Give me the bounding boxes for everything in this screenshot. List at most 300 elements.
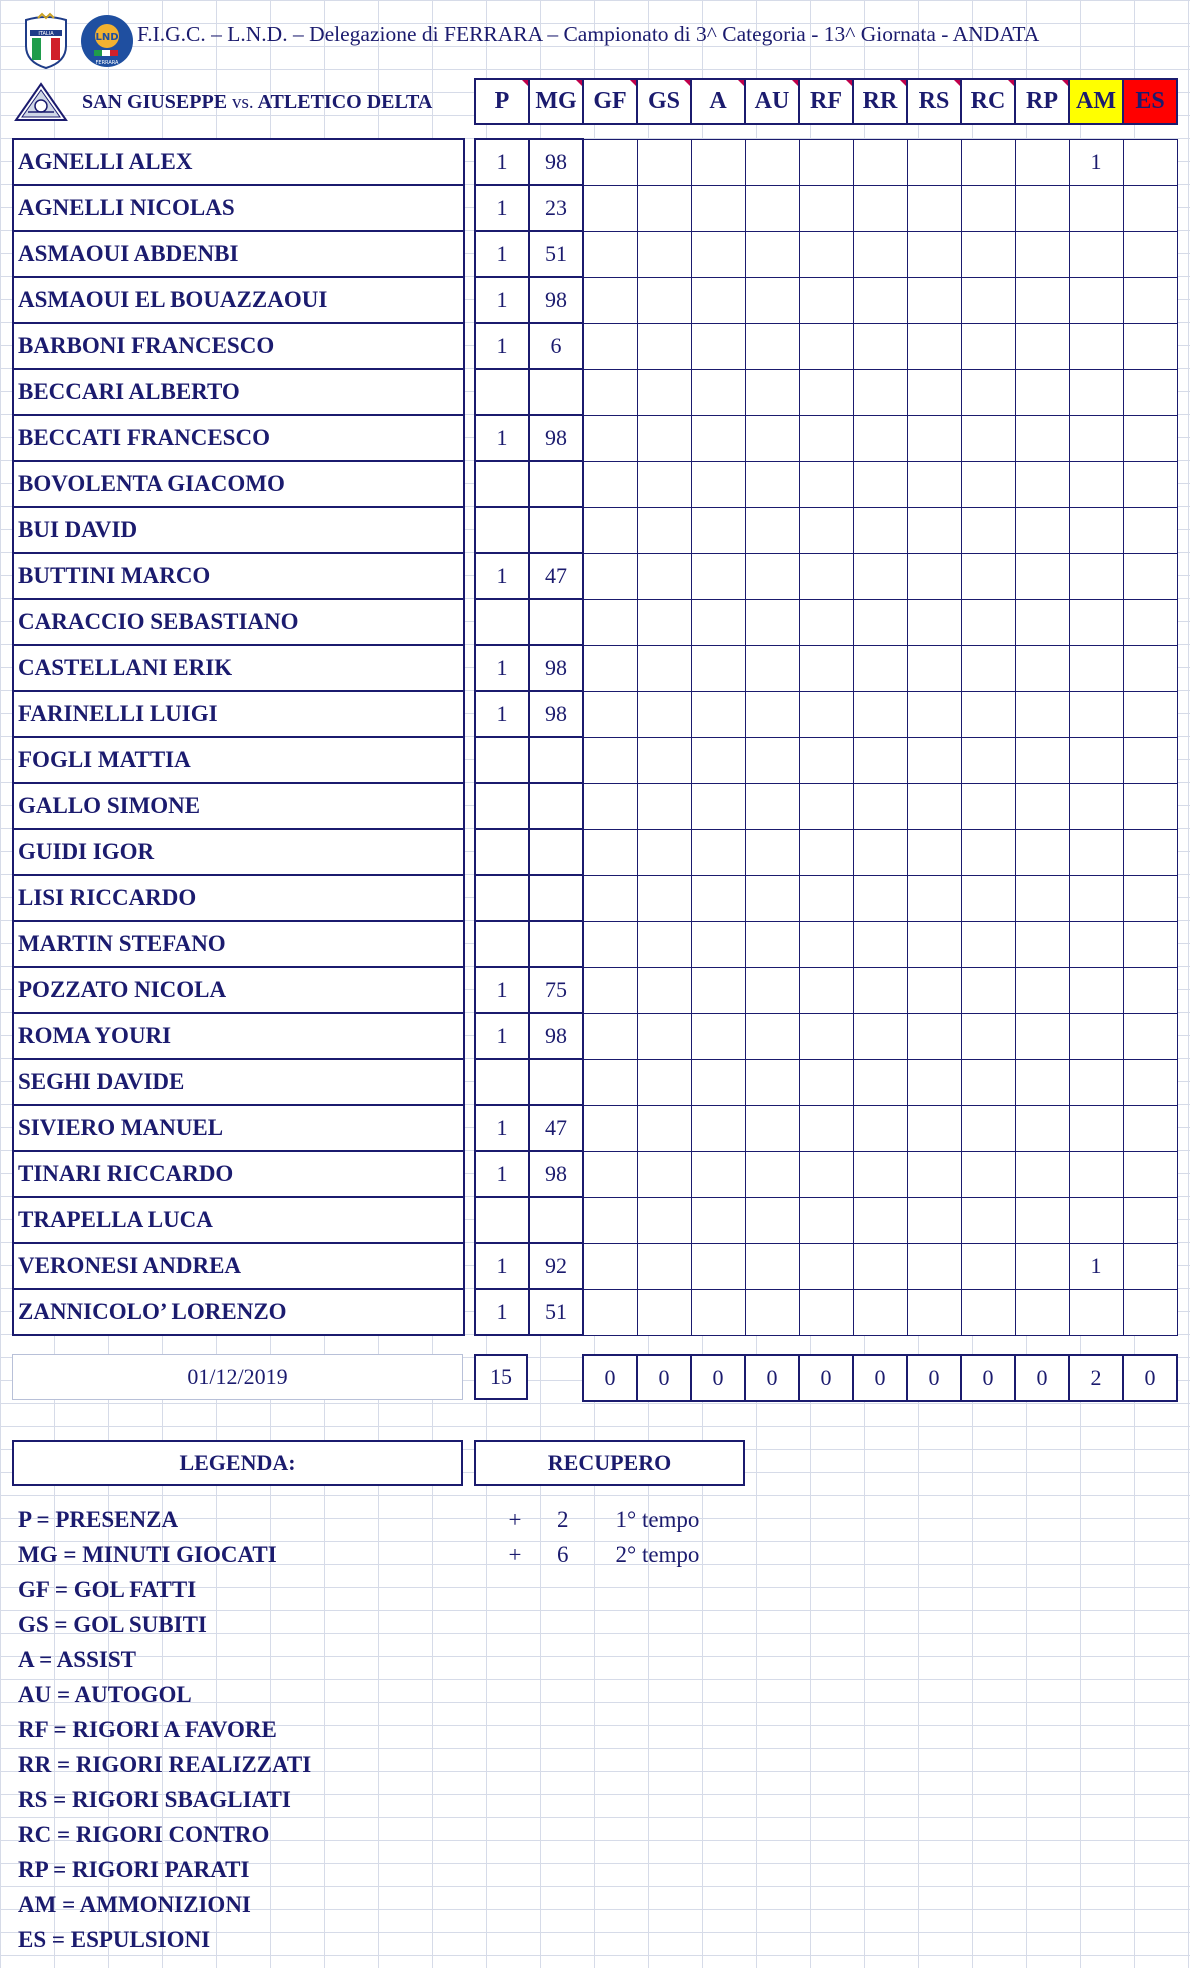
stat-cell-gf bbox=[583, 921, 637, 967]
table-row bbox=[13, 139, 464, 185]
stat-cell-gs bbox=[637, 875, 691, 921]
stat-cell-p bbox=[475, 369, 529, 415]
stat-cell-a bbox=[691, 1289, 745, 1335]
stat-cell-au bbox=[745, 553, 799, 599]
stat-cell-rf bbox=[799, 1105, 853, 1151]
stat-cell-rp bbox=[1015, 185, 1069, 231]
table-row bbox=[13, 875, 464, 921]
stats-row bbox=[475, 461, 1177, 507]
stat-cell-gs bbox=[637, 1197, 691, 1243]
stat-cell-gf bbox=[583, 691, 637, 737]
stats-row bbox=[475, 645, 1177, 691]
legend-item: AU = AUTOGOL bbox=[18, 1682, 192, 1707]
stat-cell-au bbox=[745, 1243, 799, 1289]
stat-cell-es bbox=[1123, 921, 1177, 967]
total-es: 0 bbox=[1123, 1355, 1177, 1401]
stat-cell-mg bbox=[529, 1059, 583, 1105]
match-date: 01/12/2019 bbox=[12, 1354, 463, 1400]
stat-cell-gs bbox=[637, 921, 691, 967]
stat-cell-a bbox=[691, 1059, 745, 1105]
player-name: GUIDI IGOR bbox=[13, 829, 464, 875]
stats-row bbox=[475, 1289, 1177, 1335]
stat-cell-a bbox=[691, 1243, 745, 1289]
stat-cell-a bbox=[691, 231, 745, 277]
stat-cell-rr bbox=[853, 323, 907, 369]
stat-cell-a bbox=[691, 1151, 745, 1197]
stat-cell-p bbox=[475, 921, 529, 967]
stat-cell-rs bbox=[907, 1105, 961, 1151]
home-team: SAN GIUSEPPE bbox=[82, 91, 228, 113]
stat-cell-rr bbox=[853, 1289, 907, 1335]
svg-text:FERRARA: FERRARA bbox=[95, 60, 119, 66]
stat-cell-au bbox=[745, 1197, 799, 1243]
stats-row bbox=[475, 415, 1177, 461]
stat-cell-a bbox=[691, 553, 745, 599]
stat-cell-gs bbox=[637, 369, 691, 415]
stat-cell-gf bbox=[583, 231, 637, 277]
table-row bbox=[13, 1013, 464, 1059]
stat-cell-rp bbox=[1015, 645, 1069, 691]
table-row bbox=[13, 323, 464, 369]
total-presences: 15 bbox=[474, 1354, 528, 1400]
total-a: 0 bbox=[691, 1355, 745, 1401]
totals-row bbox=[582, 1354, 1178, 1402]
stat-cell-rp bbox=[1015, 553, 1069, 599]
stat-cell-gf bbox=[583, 829, 637, 875]
stat-cell-au bbox=[745, 1105, 799, 1151]
stat-cell-rp bbox=[1015, 415, 1069, 461]
recupero-row bbox=[500, 1537, 726, 1572]
stat-cell-am bbox=[1069, 783, 1123, 829]
column-header-rp: RP bbox=[1015, 79, 1069, 124]
stat-cell-rp bbox=[1015, 829, 1069, 875]
stat-cell-au bbox=[745, 921, 799, 967]
stat-cell-mg: 51 bbox=[529, 1289, 583, 1335]
total-rf: 0 bbox=[799, 1355, 853, 1401]
stat-cell-am bbox=[1069, 829, 1123, 875]
player-name: AGNELLI NICOLAS bbox=[13, 185, 464, 231]
stat-cell-rf bbox=[799, 1197, 853, 1243]
stat-cell-rp bbox=[1015, 461, 1069, 507]
total-rr: 0 bbox=[853, 1355, 907, 1401]
stats-grid bbox=[474, 138, 1178, 1336]
stats-row bbox=[475, 1105, 1177, 1151]
stat-cell-p: 1 bbox=[475, 967, 529, 1013]
stat-cell-gs bbox=[637, 691, 691, 737]
stat-cell-rp bbox=[1015, 231, 1069, 277]
stat-cell-rs bbox=[907, 691, 961, 737]
stat-cell-rf bbox=[799, 139, 853, 185]
stat-cell-gs bbox=[637, 829, 691, 875]
stats-row bbox=[475, 1013, 1177, 1059]
stats-row bbox=[475, 139, 1177, 185]
stats-row bbox=[475, 507, 1177, 553]
stat-cell-rr bbox=[853, 415, 907, 461]
stat-cell-rp bbox=[1015, 737, 1069, 783]
stat-cell-es bbox=[1123, 139, 1177, 185]
stat-cell-mg: 6 bbox=[529, 323, 583, 369]
column-header-gf: GF bbox=[583, 79, 637, 124]
stat-cell-gf bbox=[583, 783, 637, 829]
stat-cell-rc bbox=[961, 1151, 1015, 1197]
stat-cell-p: 1 bbox=[475, 415, 529, 461]
stat-cell-gf bbox=[583, 875, 637, 921]
stat-cell-rp bbox=[1015, 921, 1069, 967]
table-row bbox=[13, 829, 464, 875]
stat-cell-gf bbox=[583, 1197, 637, 1243]
figc-shield-logo bbox=[22, 12, 70, 70]
stat-cell-rp bbox=[1015, 323, 1069, 369]
stats-row bbox=[475, 875, 1177, 921]
stat-cell-rs bbox=[907, 599, 961, 645]
stat-cell-es bbox=[1123, 599, 1177, 645]
stat-cell-am bbox=[1069, 921, 1123, 967]
stat-cell-rc bbox=[961, 1289, 1015, 1335]
stat-cell-rp bbox=[1015, 369, 1069, 415]
stat-cell-rc bbox=[961, 783, 1015, 829]
stat-cell-rs bbox=[907, 1243, 961, 1289]
stat-cell-rr bbox=[853, 1151, 907, 1197]
table-row bbox=[13, 1105, 464, 1151]
stat-cell-am bbox=[1069, 1105, 1123, 1151]
table-row bbox=[13, 1197, 464, 1243]
stat-cell-rc bbox=[961, 231, 1015, 277]
table-row bbox=[13, 645, 464, 691]
stat-cell-rr bbox=[853, 553, 907, 599]
legend-item: RP = RIGORI PARATI bbox=[18, 1857, 250, 1882]
stat-cell-rr bbox=[853, 737, 907, 783]
stat-cell-gs bbox=[637, 737, 691, 783]
vs-label: vs. bbox=[232, 92, 254, 113]
stat-cell-au bbox=[745, 139, 799, 185]
stat-cell-p bbox=[475, 737, 529, 783]
stat-cell-mg: 47 bbox=[529, 1105, 583, 1151]
total-au: 0 bbox=[745, 1355, 799, 1401]
stat-cell-gf bbox=[583, 1105, 637, 1151]
table-row bbox=[13, 277, 464, 323]
stat-cell-es bbox=[1123, 553, 1177, 599]
stat-cell-rf bbox=[799, 967, 853, 1013]
stat-cell-es bbox=[1123, 829, 1177, 875]
stats-row bbox=[475, 323, 1177, 369]
stat-cell-rf bbox=[799, 691, 853, 737]
table-row bbox=[13, 737, 464, 783]
away-team: ATLETICO DELTA bbox=[257, 91, 433, 113]
page-title: F.I.G.C. – L.N.D. – Delegazione di FERRARA – Campionato di 3^ Categoria - 13^ Giornata - ANDATA bbox=[137, 22, 1040, 46]
stat-cell-rr bbox=[853, 691, 907, 737]
stat-cell-rs bbox=[907, 415, 961, 461]
stat-cell-gs bbox=[637, 1059, 691, 1105]
stat-cell-mg bbox=[529, 369, 583, 415]
stat-cell-rf bbox=[799, 507, 853, 553]
stat-cell-es bbox=[1123, 1059, 1177, 1105]
stat-cell-a bbox=[691, 369, 745, 415]
stat-cell-am bbox=[1069, 507, 1123, 553]
stat-cell-rf bbox=[799, 1243, 853, 1289]
player-name: LISI RICCARDO bbox=[13, 875, 464, 921]
player-name: CASTELLANI ERIK bbox=[13, 645, 464, 691]
stat-cell-rp bbox=[1015, 783, 1069, 829]
recupero-label: 1° tempo bbox=[615, 1507, 700, 1532]
stat-cell-rr bbox=[853, 645, 907, 691]
stat-cell-a bbox=[691, 1013, 745, 1059]
stat-cell-gs bbox=[637, 1289, 691, 1335]
stat-cell-gs bbox=[637, 1013, 691, 1059]
stat-cell-mg bbox=[529, 461, 583, 507]
stat-cell-rc bbox=[961, 921, 1015, 967]
stat-cell-gf bbox=[583, 507, 637, 553]
stat-cell-rc bbox=[961, 185, 1015, 231]
stat-cell-mg: 92 bbox=[529, 1243, 583, 1289]
stat-cell-a bbox=[691, 691, 745, 737]
stats-row bbox=[475, 185, 1177, 231]
player-name: SIVIERO MANUEL bbox=[13, 1105, 464, 1151]
stat-cell-rc bbox=[961, 139, 1015, 185]
stat-cell-rp bbox=[1015, 1105, 1069, 1151]
legend-item: GF = GOL FATTI bbox=[18, 1577, 197, 1602]
stat-cell-rc bbox=[961, 369, 1015, 415]
column-header-rf: RF bbox=[799, 79, 853, 124]
column-header-es: ES bbox=[1123, 79, 1177, 124]
stat-cell-gf bbox=[583, 967, 637, 1013]
stat-cell-rf bbox=[799, 369, 853, 415]
stats-row bbox=[475, 829, 1177, 875]
table-row bbox=[13, 1151, 464, 1197]
stat-cell-rs bbox=[907, 875, 961, 921]
stat-cell-rf bbox=[799, 553, 853, 599]
recupero-row bbox=[500, 1502, 726, 1537]
stat-cell-gf bbox=[583, 1289, 637, 1335]
stat-cell-mg: 98 bbox=[529, 139, 583, 185]
stat-cell-es bbox=[1123, 1151, 1177, 1197]
stat-cell-es bbox=[1123, 185, 1177, 231]
stat-cell-am bbox=[1069, 1013, 1123, 1059]
stat-cell-am bbox=[1069, 277, 1123, 323]
stat-cell-au bbox=[745, 599, 799, 645]
total-rc: 0 bbox=[961, 1355, 1015, 1401]
stat-cell-rr bbox=[853, 1197, 907, 1243]
column-header-gs: GS bbox=[637, 79, 691, 124]
stat-cell-p bbox=[475, 461, 529, 507]
player-name: ASMAOUI EL BOUAZZAOUI bbox=[13, 277, 464, 323]
stat-cell-p bbox=[475, 875, 529, 921]
stats-row bbox=[475, 691, 1177, 737]
stat-cell-gf bbox=[583, 1243, 637, 1289]
player-name: BUTTINI MARCO bbox=[13, 553, 464, 599]
player-name: BARBONI FRANCESCO bbox=[13, 323, 464, 369]
stat-cell-gf bbox=[583, 185, 637, 231]
column-header-p: P bbox=[475, 79, 529, 124]
stat-cell-a bbox=[691, 1105, 745, 1151]
stat-cell-rs bbox=[907, 737, 961, 783]
stat-cell-p: 1 bbox=[475, 277, 529, 323]
stat-cell-am bbox=[1069, 323, 1123, 369]
stat-cell-rc bbox=[961, 829, 1015, 875]
stat-cell-rr bbox=[853, 967, 907, 1013]
stat-cell-rp bbox=[1015, 1243, 1069, 1289]
stat-cell-rc bbox=[961, 507, 1015, 553]
legend-list bbox=[18, 1502, 311, 1957]
stat-cell-rs bbox=[907, 461, 961, 507]
stat-cell-rc bbox=[961, 461, 1015, 507]
table-row bbox=[13, 1289, 464, 1335]
total-rp: 0 bbox=[1015, 1355, 1069, 1401]
stat-cell-rr bbox=[853, 231, 907, 277]
stat-cell-gs bbox=[637, 277, 691, 323]
player-name: POZZATO NICOLA bbox=[13, 967, 464, 1013]
stat-cell-au bbox=[745, 875, 799, 921]
stat-cell-rf bbox=[799, 461, 853, 507]
stat-cell-rp bbox=[1015, 1013, 1069, 1059]
stat-cell-mg: 98 bbox=[529, 645, 583, 691]
stat-cell-au bbox=[745, 1013, 799, 1059]
stat-cell-rp bbox=[1015, 1059, 1069, 1105]
stat-cell-gf bbox=[583, 1151, 637, 1197]
table-row bbox=[13, 1059, 464, 1105]
stat-cell-rp bbox=[1015, 599, 1069, 645]
stat-cell-p bbox=[475, 1059, 529, 1105]
stat-cell-rf bbox=[799, 1151, 853, 1197]
player-name: TRAPELLA LUCA bbox=[13, 1197, 464, 1243]
stat-cell-rc bbox=[961, 1105, 1015, 1151]
stat-cell-gf bbox=[583, 277, 637, 323]
column-header-au: AU bbox=[745, 79, 799, 124]
stat-cell-gs bbox=[637, 415, 691, 461]
club-logo bbox=[14, 82, 68, 122]
stat-cell-gs bbox=[637, 139, 691, 185]
total-am: 2 bbox=[1069, 1355, 1123, 1401]
stats-row bbox=[475, 1151, 1177, 1197]
stat-cell-a bbox=[691, 139, 745, 185]
stat-cell-rs bbox=[907, 1289, 961, 1335]
stat-cell-p: 1 bbox=[475, 185, 529, 231]
stat-cell-rp bbox=[1015, 967, 1069, 1013]
table-row bbox=[13, 231, 464, 277]
stat-cell-es bbox=[1123, 645, 1177, 691]
stat-cell-rs bbox=[907, 507, 961, 553]
stat-cell-es bbox=[1123, 1289, 1177, 1335]
recupero-value: 2 bbox=[557, 1507, 569, 1532]
stat-cell-rc bbox=[961, 1197, 1015, 1243]
stat-cell-p bbox=[475, 783, 529, 829]
stat-cell-gf bbox=[583, 461, 637, 507]
stat-cell-au bbox=[745, 783, 799, 829]
player-name-list bbox=[12, 138, 465, 1336]
stat-cell-rc bbox=[961, 415, 1015, 461]
stat-cell-mg bbox=[529, 783, 583, 829]
stat-cell-es bbox=[1123, 1105, 1177, 1151]
table-row bbox=[13, 599, 464, 645]
recupero-sign: + bbox=[508, 1542, 522, 1567]
stat-cell-rs bbox=[907, 323, 961, 369]
total-rs: 0 bbox=[907, 1355, 961, 1401]
stat-cell-gf bbox=[583, 369, 637, 415]
stat-cell-rp bbox=[1015, 875, 1069, 921]
stat-cell-p: 1 bbox=[475, 691, 529, 737]
stat-cell-rr bbox=[853, 1059, 907, 1105]
stat-cell-au bbox=[745, 231, 799, 277]
stat-cell-rc bbox=[961, 1059, 1015, 1105]
player-name: BOVOLENTA GIACOMO bbox=[13, 461, 464, 507]
match-title bbox=[82, 91, 432, 114]
legend-item: ES = ESPULSIONI bbox=[18, 1927, 211, 1952]
stat-cell-a bbox=[691, 645, 745, 691]
stat-cell-mg bbox=[529, 829, 583, 875]
stat-cell-rs bbox=[907, 783, 961, 829]
stat-cell-p: 1 bbox=[475, 645, 529, 691]
stat-cell-a bbox=[691, 737, 745, 783]
column-header-mg: MG bbox=[529, 79, 583, 124]
stats-row bbox=[475, 783, 1177, 829]
stat-cell-gf bbox=[583, 1013, 637, 1059]
stat-cell-rs bbox=[907, 277, 961, 323]
player-name: CARACCIO SEBASTIANO bbox=[13, 599, 464, 645]
table-row bbox=[13, 553, 464, 599]
table-row bbox=[13, 967, 464, 1013]
stat-cell-es bbox=[1123, 507, 1177, 553]
stat-cell-au bbox=[745, 415, 799, 461]
stat-cell-es bbox=[1123, 1243, 1177, 1289]
stat-cell-rf bbox=[799, 323, 853, 369]
stat-cell-rp bbox=[1015, 691, 1069, 737]
stat-cell-p bbox=[475, 599, 529, 645]
stat-cell-gf bbox=[583, 737, 637, 783]
player-name: SEGHI DAVIDE bbox=[13, 1059, 464, 1105]
stat-cell-p: 1 bbox=[475, 1013, 529, 1059]
stat-cell-rs bbox=[907, 967, 961, 1013]
stat-cell-rf bbox=[799, 921, 853, 967]
stat-cell-gs bbox=[637, 599, 691, 645]
stat-cell-am bbox=[1069, 461, 1123, 507]
table-row bbox=[13, 369, 464, 415]
stat-cell-a bbox=[691, 1197, 745, 1243]
legend-item: RC = RIGORI CONTRO bbox=[18, 1822, 270, 1847]
stat-cell-au bbox=[745, 829, 799, 875]
legend-item: GS = GOL SUBITI bbox=[18, 1612, 207, 1637]
stats-row bbox=[475, 967, 1177, 1013]
stat-cell-rc bbox=[961, 323, 1015, 369]
stat-cell-au bbox=[745, 691, 799, 737]
stat-cell-rc bbox=[961, 599, 1015, 645]
stat-cell-rf bbox=[799, 875, 853, 921]
stat-cell-es bbox=[1123, 875, 1177, 921]
stat-cell-p: 1 bbox=[475, 553, 529, 599]
stat-cell-rf bbox=[799, 185, 853, 231]
stat-cell-rr bbox=[853, 369, 907, 415]
stat-cell-am bbox=[1069, 737, 1123, 783]
player-name: VERONESI ANDREA bbox=[13, 1243, 464, 1289]
stat-cell-gs bbox=[637, 323, 691, 369]
player-name: BECCATI FRANCESCO bbox=[13, 415, 464, 461]
column-header-rc: RC bbox=[961, 79, 1015, 124]
table-row bbox=[13, 783, 464, 829]
table-row bbox=[13, 691, 464, 737]
stat-cell-au bbox=[745, 323, 799, 369]
stat-cell-am bbox=[1069, 967, 1123, 1013]
stat-cell-es bbox=[1123, 691, 1177, 737]
stat-cell-am bbox=[1069, 369, 1123, 415]
stat-cell-es bbox=[1123, 415, 1177, 461]
stat-cell-a bbox=[691, 829, 745, 875]
stat-cell-au bbox=[745, 185, 799, 231]
stat-cell-p bbox=[475, 1197, 529, 1243]
stat-cell-am bbox=[1069, 1197, 1123, 1243]
stat-cell-rc bbox=[961, 875, 1015, 921]
stat-cell-rp bbox=[1015, 277, 1069, 323]
stat-cell-am bbox=[1069, 553, 1123, 599]
player-name: GALLO SIMONE bbox=[13, 783, 464, 829]
player-name: AGNELLI ALEX bbox=[13, 139, 464, 185]
